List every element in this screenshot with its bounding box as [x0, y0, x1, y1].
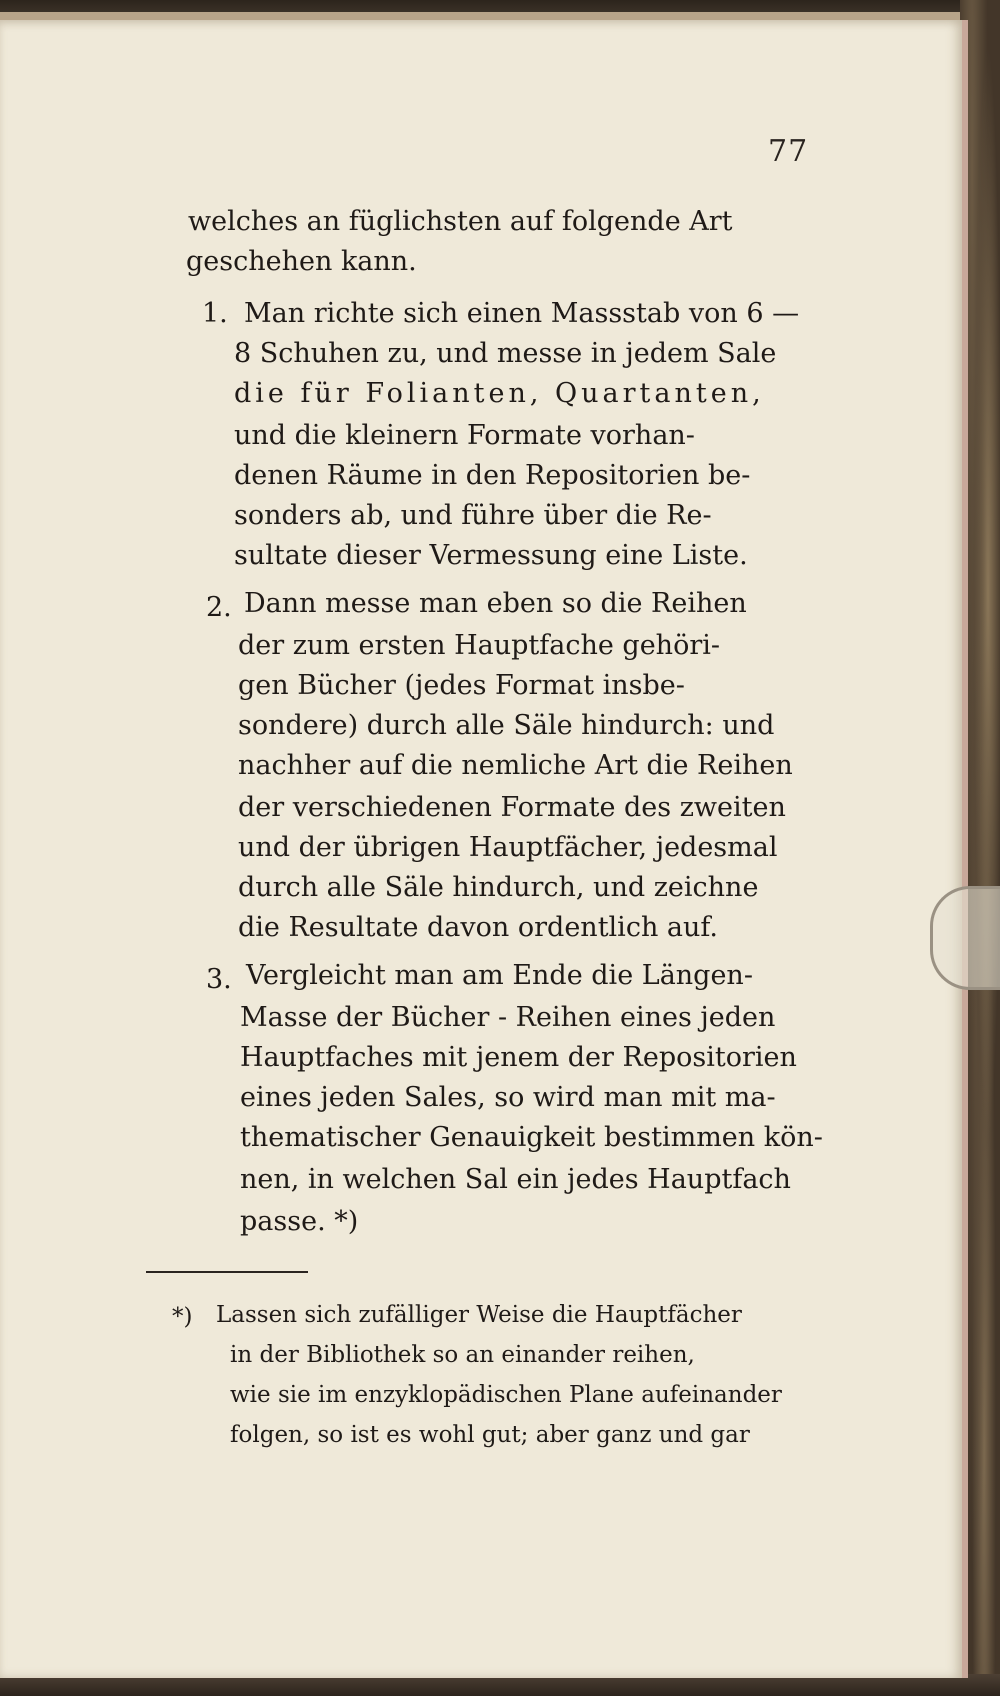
text-line: eines jeden Sales, so wird man mit ma-	[240, 1082, 776, 1113]
footnote-line: folgen, so ist es wohl gut; aber ganz und gar	[230, 1422, 750, 1448]
text-line: der zum ersten Hauptfache gehöri-	[238, 630, 720, 661]
text-line: Hauptfaches mit jenem der Repositorien	[240, 1042, 797, 1073]
text-line: gen Bücher (jedes Format insbe-	[238, 670, 685, 701]
text-line: Vergleicht man am Ende die Längen-	[246, 960, 753, 991]
footnote-divider	[146, 1271, 308, 1273]
text-line: Dann messe man eben so die Reihen	[244, 588, 747, 619]
footnote-line: Lassen sich zufälliger Weise die Hauptfächer	[216, 1302, 742, 1328]
text-line: thematischer Genauigkeit bestimmen kön-	[240, 1122, 823, 1153]
text-line: der verschiedenen Formate des zweiten	[238, 792, 786, 823]
text-line: 8 Schuhen zu, und messe in jedem Sale	[234, 338, 777, 369]
text-line: Man richte sich einen Massstab von 6 —	[244, 298, 800, 329]
list-number: 3.	[206, 964, 232, 995]
list-number: 2.	[206, 592, 232, 623]
text-line: Masse der Bücher - Reihen eines jeden	[240, 1002, 776, 1033]
footnote-line: wie sie im enzyklopädischen Plane aufeinander	[230, 1382, 782, 1408]
text-line: nen, in welchen Sal ein jedes Hauptfach	[240, 1164, 791, 1195]
text-line: welches an füglichsten auf folgende Art	[188, 206, 733, 237]
text-line: nachher auf die nemliche Art die Reihen	[238, 750, 793, 781]
page-red-edge	[962, 20, 968, 1678]
text-line: die für Folianten, Quartanten,	[234, 378, 765, 409]
text-line: und die kleinern Formate vorhan-	[234, 420, 695, 451]
text-line: sondere) durch alle Säle hindurch: und	[238, 710, 775, 741]
list-number: 1.	[202, 298, 228, 329]
text-line: denen Räume in den Repositorien be-	[234, 460, 751, 491]
text-line: sultate dieser Vermessung eine Liste.	[234, 540, 748, 571]
footnote-line: in der Bibliothek so an einander reihen,	[230, 1342, 695, 1368]
text-line: sonders ab, und führe über die Re-	[234, 500, 712, 531]
text-line: und der übrigen Hauptfächer, jedesmal	[238, 832, 778, 863]
footnote-mark: *)	[172, 1304, 193, 1330]
page-clip	[930, 886, 1000, 990]
text-line: durch alle Säle hindurch, und zeichne	[238, 872, 759, 903]
text-line: die Resultate davon ordentlich auf.	[238, 912, 719, 943]
page-number: 77	[768, 134, 809, 169]
text-line: passe. *)	[240, 1206, 359, 1237]
text-line: geschehen kann.	[186, 246, 417, 277]
